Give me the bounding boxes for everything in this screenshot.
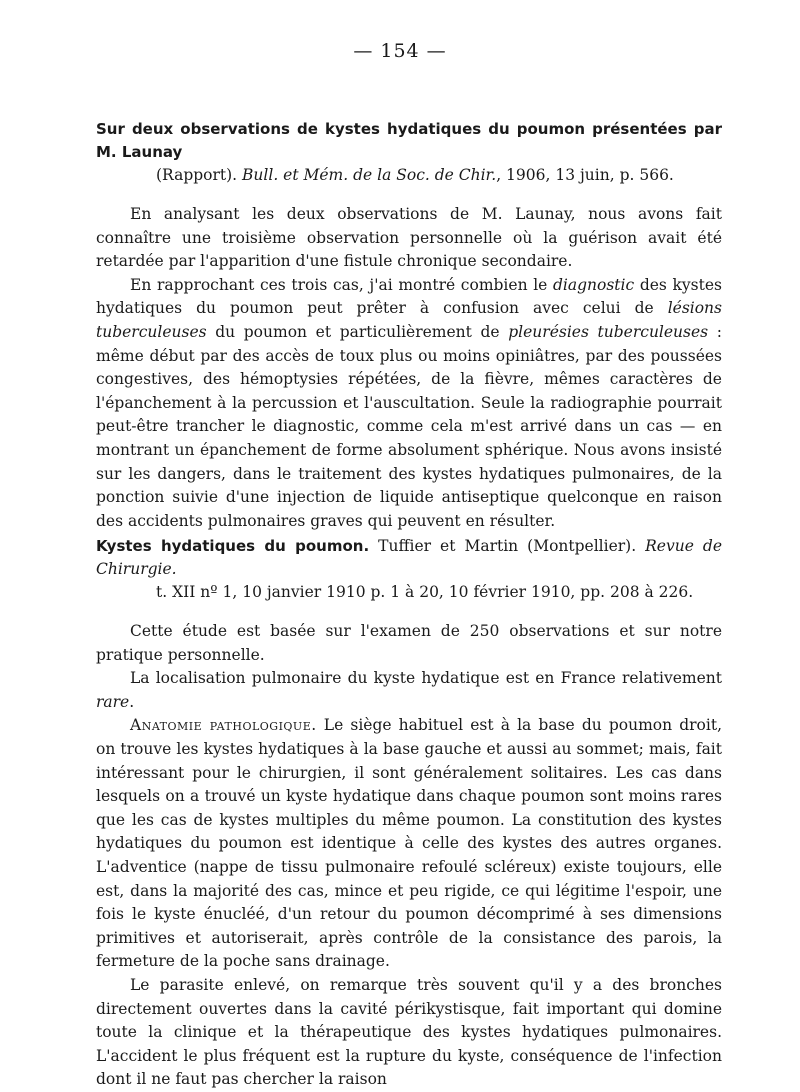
entry-2 — [96, 535, 722, 1092]
entry-1-p2-text-d: : même début par des accès de toux plus ou moins opiniâtres, par des poussées congestives, des hémoptysies répétées, de la fièvre, mêmes caractères de l'épanchement à la percussion et l'auscultation. Seule la radiographie pourrait peut-être trancher le diagnostic, comme cela m'est arrivé dans un cas — en montrant un épanchement de forme absolument sphérique. Nous avons insisté sur les dangers, dans le traitement des kystes hydatiques pulmonaires, de la ponction suivie d'une injection de liquide antiseptique quelconque en raison des accidents pulmonaires graves qui peuvent en résulter. — [96, 322, 722, 530]
entry-2-paragraph-3 — [96, 714, 722, 974]
entry-1-p2-text-a: En rapprochant ces trois cas, j'ai montré combien le — [130, 275, 553, 294]
entry-1-heading — [96, 118, 722, 187]
entry-2-heading — [96, 535, 722, 604]
entry-2-p2-text-a: La localisation pulmonaire du kyste hydatique est en France relativement — [130, 669, 722, 688]
entry-2-p3-text: Le siège habituel est à la base du poumon droit, on trouve les kystes hydatiques à la base gauche et aussi au sommet; mais, fait intéressant pour le chirurgien, il sont généralement solitaires. Les cas dans lesquels on a trouvé un kyste hydatique dans chaque poumon sont moins rares que les cas de kystes multiples du même poumon. La constitution des kystes hydatiques du poumon est identique à celle des kystes des autres organes. L'adventice (nappe de tissu pulmonaire refoulé scléreux) existe toujours, elle est, dans la majorité des cas, mince et peu rigide, ce qui légitime l'espoir, une fois le kyste énucléé, d'un retour du poumon décomprimé à ses dimensions primitives et autoriserait, après contrôle de la consistance des parois, la fermeture de la poche sans drainage. — [96, 716, 722, 971]
entry-2-reference: t. XII nº 1, 10 janvier 1910 p. 1 à 20, 10 février 1910, pp. 208 à 226. — [156, 583, 694, 601]
entry-2-paragraph-2 — [96, 667, 722, 714]
entry-1-ref-b: , 1906, 13 juin, p. 566. — [496, 166, 674, 184]
entry-1-paragraph-1: En analysant les deux observations de M. Launay, nous avons fait connaître une troisième observation personnelle où la guérison avait été retardée par l'apparition d'une fistule chronique secondaire. — [96, 205, 722, 271]
entry-2-authors: Tuffier et Martin (Montpellier). — [369, 537, 646, 555]
entry-1-reference — [96, 164, 722, 187]
entry-2-p2-text-b: . — [129, 692, 135, 711]
entry-2-paragraph-1: Cette étude est basée sur l'examen de 250 observations et sur notre pratique personnelle. — [96, 622, 722, 664]
entry-2-section-label: Anatomie pathologique. — [130, 716, 317, 735]
entry-1-p2-italic-3: pleurésies tuberculeuses — [508, 322, 709, 341]
entry-1-p2-text-c: du poumon et particulièrement de — [206, 322, 509, 341]
entry-2-title: Kystes hydatiques du poumon. — [96, 537, 370, 555]
entry-1-p2-text-b: des kystes hydatiques du poumon peut prêter à confusion avec celui de — [96, 275, 722, 318]
entry-1-paragraph-2 — [96, 274, 722, 534]
entry-2-paragraph-4: Le parasite enlevé, on remarque très souvent qu'il y a des bronches directement ouvertes dans la cavité périkystisque, fait important qui domine toute la clinique et la thérapeutique des kystes hydatiques pulmonaires. L'accident le plus fréquent est la rupture du kyste, conséquence de l'infection dont il ne faut pas chercher la raison — [96, 975, 722, 1089]
entry-2-journal: Revue de Chirurgie. — [96, 537, 722, 578]
entry-1-p2-italic-2: lésions tuberculeuses — [96, 299, 722, 341]
entry-1 — [96, 118, 722, 533]
entry-1-ref-a: (Rapport). — [156, 166, 243, 184]
entry-2-p2-italic: rare — [96, 692, 130, 711]
entry-1-journal: Bull. et Mém. de la Soc. de Chir. — [242, 166, 497, 184]
entry-1-p2-italic-1: diagnostic — [552, 275, 635, 294]
entry-1-title: Sur deux observations de kystes hydatiques du poumon présentées par M. Launay — [96, 120, 722, 161]
page-number: — 154 — — [353, 40, 447, 62]
